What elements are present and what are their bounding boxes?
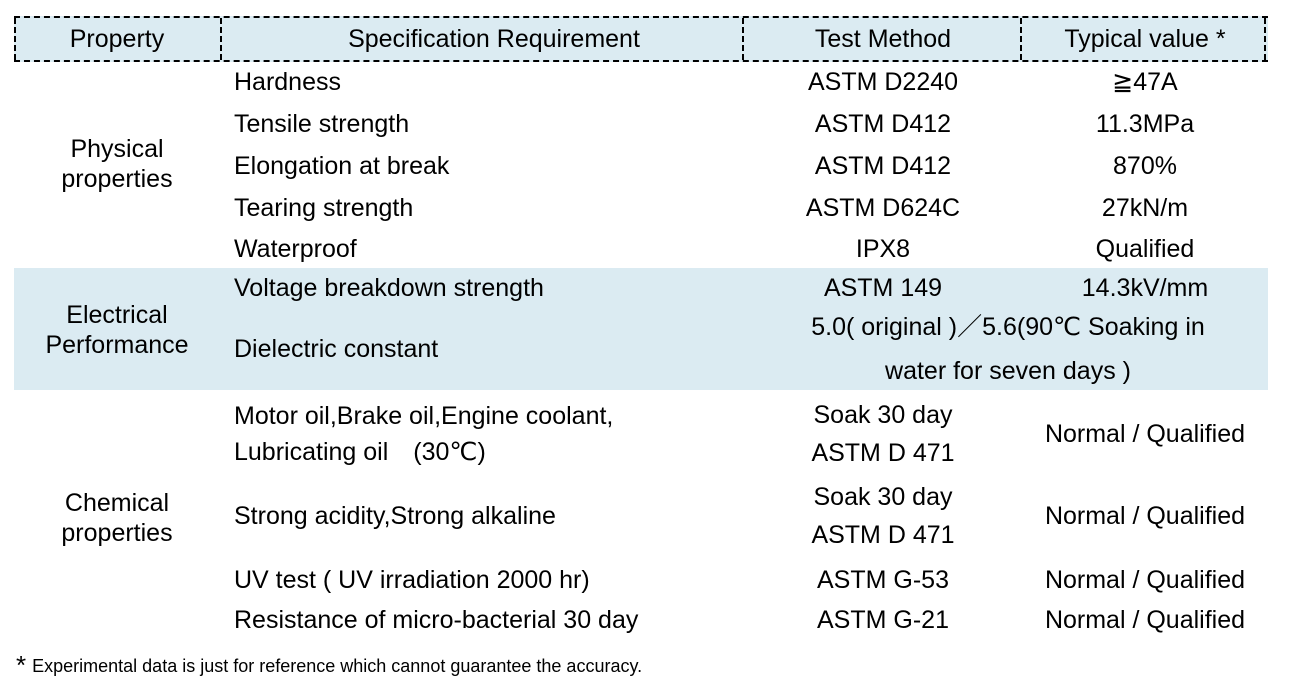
group-physical-line2: properties xyxy=(61,165,173,193)
method-line1: Soak 30 day xyxy=(813,483,953,511)
spec-cell: UV test ( UV irradiation 2000 hr) xyxy=(234,566,590,594)
spec-cell: Voltage breakdown strength xyxy=(234,274,544,302)
method-cell: ASTM D624C xyxy=(805,194,961,222)
value-cell: ≧47A xyxy=(1112,68,1178,96)
table-row xyxy=(14,394,1268,474)
spec-cell: Resistance of micro-bacterial 30 day xyxy=(234,606,639,634)
method-cell: ASTM D412 xyxy=(814,152,952,180)
method-cell xyxy=(748,394,1018,474)
footnote-star: * xyxy=(16,650,27,680)
group-chemical-line2: properties xyxy=(61,519,173,547)
table-row xyxy=(14,145,1268,187)
table-row xyxy=(14,103,1268,145)
table-row xyxy=(14,308,1268,390)
group-physical-line1: Physical xyxy=(70,135,164,163)
footnote xyxy=(16,648,642,679)
method-cell: ASTM G-53 xyxy=(817,566,949,594)
spec-cell xyxy=(234,394,754,474)
table-row xyxy=(14,600,1268,640)
spec-cell: Hardness xyxy=(234,68,341,96)
method-line2: ASTM D 471 xyxy=(811,439,955,467)
header-typical: Typical value * xyxy=(1064,25,1226,53)
value-cell: 14.3kV/mm xyxy=(1081,274,1209,302)
value-cell: Normal / Qualified xyxy=(1044,420,1246,448)
spec-line1: Motor oil,Brake oil,Engine coolant, xyxy=(234,402,614,430)
header-divider xyxy=(1020,18,1022,60)
value-cell: 870% xyxy=(1113,152,1177,180)
method-cell: IPX8 xyxy=(855,235,911,263)
group-electrical-line2: Performance xyxy=(45,331,189,359)
table-row xyxy=(14,229,1268,269)
method-cell: ASTM 149 xyxy=(823,274,943,302)
value-cell: Normal / Qualified xyxy=(1044,566,1246,594)
header-method: Test Method xyxy=(814,25,952,53)
header-divider xyxy=(742,18,744,60)
method-line2: ASTM D 471 xyxy=(811,521,955,549)
table-header xyxy=(14,16,1268,62)
header-spec: Specification Requirement xyxy=(348,25,640,53)
method-cell: ASTM D2240 xyxy=(807,68,959,96)
spec-cell: Waterproof xyxy=(234,235,357,263)
value-cell: Qualified xyxy=(1095,235,1195,263)
table-row xyxy=(14,187,1268,229)
spec-line2: Lubricating oil (30℃) xyxy=(234,438,486,466)
group-electrical-line1: Electrical xyxy=(66,301,168,329)
header-divider xyxy=(220,18,222,60)
header-divider xyxy=(14,18,16,60)
method-cell xyxy=(748,476,1018,556)
header-divider xyxy=(1264,18,1266,60)
table-row xyxy=(14,61,1268,103)
spec-cell: Strong acidity,Strong alkaline xyxy=(234,502,556,530)
spec-cell: Tensile strength xyxy=(234,110,410,138)
table-row xyxy=(14,476,1268,556)
combined-line2: water for seven days ) xyxy=(885,357,1131,385)
table-row xyxy=(14,560,1268,600)
combined-method-value-cell xyxy=(748,308,1268,390)
table-row xyxy=(14,268,1268,308)
header-property: Property xyxy=(69,25,165,53)
value-cell: 27kN/m xyxy=(1101,194,1189,222)
spec-cell: Tearing strength xyxy=(234,194,414,222)
method-line1: Soak 30 day xyxy=(813,401,953,429)
value-cell: 11.3MPa xyxy=(1095,110,1195,138)
value-cell: Normal / Qualified xyxy=(1044,502,1246,530)
spec-cell: Elongation at break xyxy=(234,152,450,180)
method-cell: ASTM G-21 xyxy=(817,606,949,634)
group-chemical-line1: Chemical xyxy=(64,489,170,517)
method-cell: ASTM D412 xyxy=(814,110,952,138)
value-cell: Normal / Qualified xyxy=(1044,606,1246,634)
spec-cell: Dielectric constant xyxy=(234,335,439,363)
combined-line1: 5.0( original )／5.6(90℃ Soaking in xyxy=(811,313,1205,341)
footnote-text: Experimental data is just for reference which cannot guarantee the accuracy. xyxy=(32,656,643,676)
